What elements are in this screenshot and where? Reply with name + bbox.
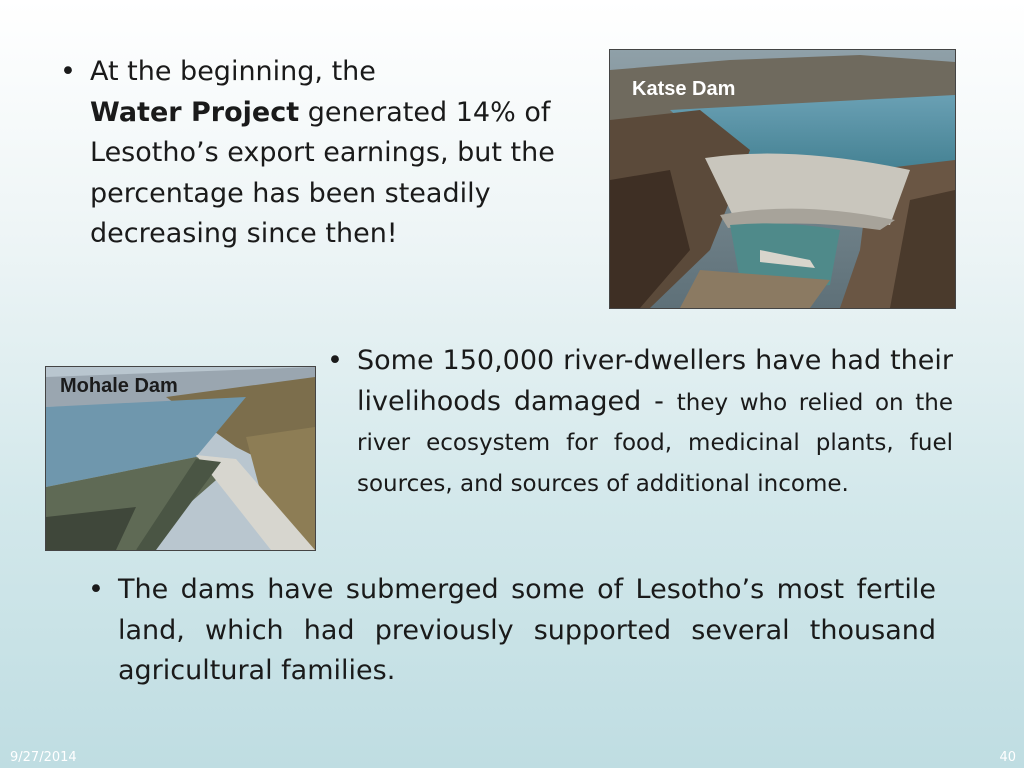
bullet-text-intro: At the beginning, the — [90, 56, 376, 87]
bullet-marker: • — [88, 574, 104, 605]
mohale-dam-label: Mohale Dam — [60, 375, 178, 397]
page-number: 40 — [999, 750, 1016, 765]
bullet-text-rest: generated 14% of Lesotho’s export earnings, but the percentage has been steadily decreasing since then! — [90, 96, 555, 249]
katse-dam-label: Katse Dam — [632, 78, 736, 100]
bullet-submerged-land — [88, 570, 936, 692]
bullet-river-dwellers — [327, 341, 953, 503]
bullet-water-project — [60, 52, 570, 255]
bullet-marker: • — [60, 56, 76, 87]
bullet-text-main: Some 150,000 river-dwellers have had their livelihoods damaged - — [357, 345, 953, 417]
bullet-marker: • — [327, 345, 343, 376]
footer-date: 9/27/2014 — [10, 750, 77, 765]
bullet-text-detail: they who relied on the river ecosystem for food, medicinal plants, fuel sources, and sources of additional income. — [357, 389, 953, 497]
katse-dam-photo — [609, 49, 956, 309]
mohale-dam-photo — [45, 366, 316, 551]
bullet-text-bold: Water Project — [90, 96, 300, 128]
bullet-text: The dams have submerged some of Lesotho’s most fertile land, which had previously supported several thousand agricultural families. — [118, 574, 936, 686]
